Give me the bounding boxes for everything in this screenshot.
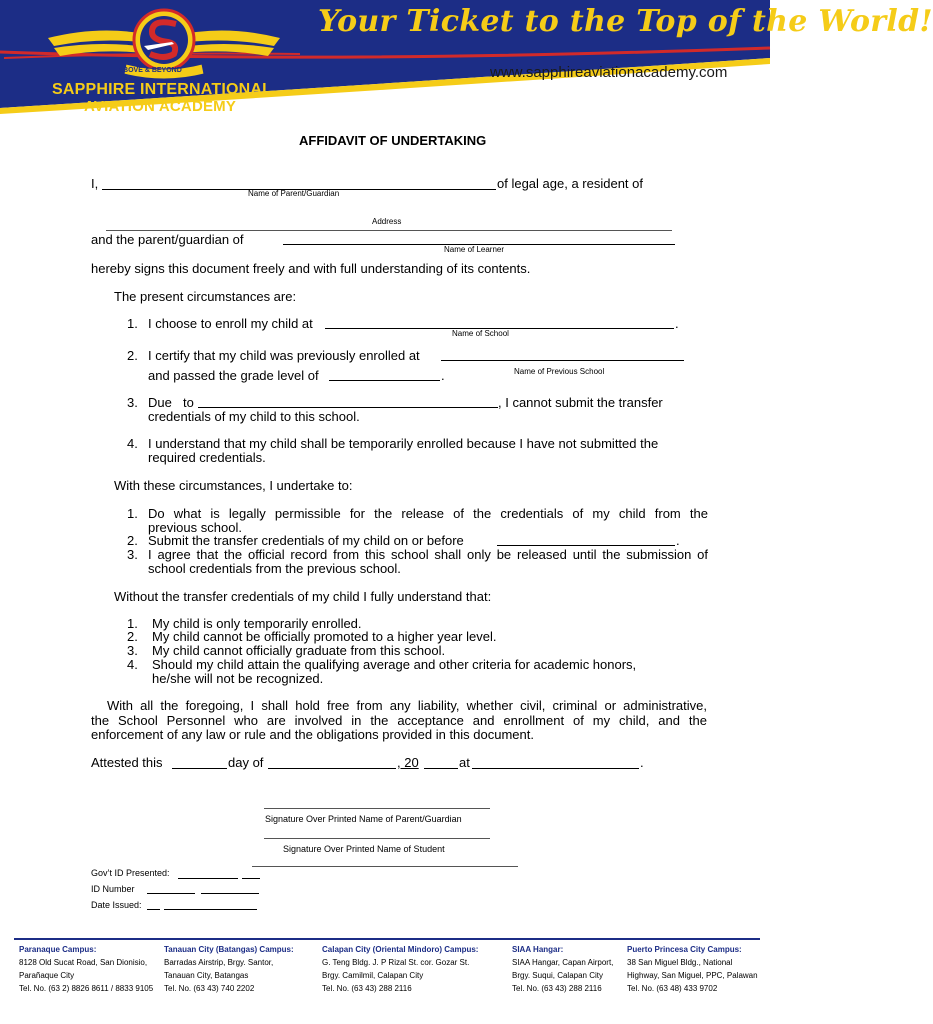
campus-address-line1: SIAA Hangar, Capan Airport, <box>512 958 614 967</box>
witness-signature-line[interactable] <box>252 866 518 867</box>
c1-text: I choose to enroll my child at <box>148 316 313 331</box>
footer-campus-tanauan <box>164 943 294 995</box>
c3-to: to <box>183 395 194 410</box>
u2-number: 2. <box>127 533 138 548</box>
footer-campus-calapan <box>322 943 478 995</box>
undertake-intro: With these circumstances, I undertake to: <box>114 478 353 493</box>
c2-number: 2. <box>127 348 138 363</box>
line1-prefix: I, <box>91 176 99 191</box>
c3-prefix: Due <box>148 395 172 410</box>
attested-month-field[interactable] <box>268 768 396 769</box>
u3-line1: I agree that the official record from this school shall only be released until the submission of <box>148 547 708 562</box>
foregoing-line1: With all the foregoing, I shall hold free from any liability, whether civil, criminal or administrative, <box>107 698 707 713</box>
grade-level-field[interactable] <box>329 380 440 381</box>
attested-end: . <box>640 755 644 770</box>
student-signature-caption: Signature Over Printed Name of Student <box>283 844 445 854</box>
previous-school-field[interactable] <box>441 360 684 361</box>
campus-name: Calapan City (Oriental Mindoro) Campus: <box>322 945 479 954</box>
gov-id-field-2[interactable] <box>242 878 260 879</box>
learner-name-caption: Name of Learner <box>444 245 505 254</box>
campus-tel: Tel. No. (63 43) 288 2116 <box>512 984 602 993</box>
school-caption: Name of School <box>452 329 509 338</box>
w3-text: My child cannot officially graduate from this school. <box>152 643 446 658</box>
previous-school-caption: Name of Previous School <box>514 367 605 376</box>
date-issued-label: Date Issued: <box>91 900 142 910</box>
campus-address-line2: Brgy. Suqui, Calapan City <box>512 971 604 980</box>
campus-name: Puerto Princesa City Campus: <box>627 945 742 954</box>
campus-name: Tanauan City (Batangas) Campus: <box>164 945 294 954</box>
line1-suffix: of legal age, a resident of <box>497 176 643 191</box>
attested-prefix: Attested this <box>91 755 163 770</box>
org-name-line1: SAPPHIRE INTERNATIONAL <box>52 81 273 98</box>
footer-divider <box>14 938 760 940</box>
w4-number: 4. <box>127 657 138 672</box>
parent-of-label: and the parent/guardian of <box>91 232 244 247</box>
w1-text: My child is only temporarily enrolled. <box>152 616 362 631</box>
c3-number: 3. <box>127 395 138 410</box>
c2-text: I certify that my child was previously enrolled at <box>148 348 420 363</box>
u1-line1: Do what is legally permissible for the release of the credentials of my child from the <box>148 506 708 521</box>
c2-end: . <box>441 368 445 383</box>
campus-address-line1: 38 San Miguel Bldg., National <box>627 958 733 967</box>
campus-tel: Tel. No. (63 43) 740 2202 <box>164 984 255 993</box>
campus-address-line1: 8128 Old Sucat Road, San Dionisio, <box>19 958 148 967</box>
w1-number: 1. <box>127 616 138 631</box>
c2-line2: and passed the grade level of <box>148 368 319 383</box>
signs-statement: hereby signs this document freely and with full understanding of its contents. <box>91 261 531 276</box>
w4-line1: Should my child attain the qualifying average and other criteria for academic honors, <box>152 657 637 672</box>
c3-suffix: , I cannot submit the transfer <box>498 395 663 410</box>
campus-tel: Tel. No. (63 43) 288 2116 <box>322 984 412 993</box>
attested-dayof: day of <box>228 755 264 770</box>
reason-field[interactable] <box>198 407 498 408</box>
campus-tel: Tel. No. (63 48) 433 9702 <box>627 984 718 993</box>
gov-id-label: Gov’t ID Presented: <box>91 868 170 878</box>
campus-address-line1: G. Teng Bldg. J. P Rizal St. cor. Gozar St. <box>322 958 470 967</box>
foregoing-line2: the School Personnel who are involved in the acceptance and enrollment of my child, and the <box>91 713 707 728</box>
c4-line2: required credentials. <box>148 450 266 465</box>
u3-number: 3. <box>127 547 138 562</box>
gov-id-field[interactable] <box>178 878 238 879</box>
document-title: AFFIDAVIT OF UNDERTAKING <box>299 133 487 148</box>
parent-signature-caption: Signature Over Printed Name of Parent/Guardian <box>265 814 462 824</box>
date-issued-field[interactable] <box>147 909 160 910</box>
logo-motto: ABOVE & BEYOND <box>118 67 182 74</box>
w3-number: 3. <box>127 643 138 658</box>
u2-text: Submit the transfer credentials of my child on or before <box>148 533 464 548</box>
u3-line2: school credentials from the previous school. <box>148 561 401 576</box>
campus-name: Paranaque Campus: <box>19 945 97 954</box>
u2-end: . <box>676 533 680 548</box>
c3-line2: credentials of my child to this school. <box>148 409 360 424</box>
slogan: Your Ticket to the Top of the World! <box>318 4 933 39</box>
campus-tel: Tel. No. (63 2) 8826 8611 / 8833 9105 <box>19 984 154 993</box>
campus-address-line2: Highway, San Miguel, PPC, Palawan <box>627 971 758 980</box>
footer-campus-puerto-princesa <box>627 943 758 995</box>
c4-number: 4. <box>127 436 138 451</box>
address-caption: Address <box>372 217 402 226</box>
campus-address-line2: Brgy. Camilmil, Calapan City <box>322 971 424 980</box>
date-issued-field-2[interactable] <box>164 909 257 910</box>
campus-address-line2: Tanauan City, Batangas <box>164 971 249 980</box>
w4-line2: he/she will not be recognized. <box>152 671 324 686</box>
deadline-field[interactable] <box>497 545 675 546</box>
w2-number: 2. <box>127 629 138 644</box>
org-name-line2: AVIATION ACADEMY <box>84 98 237 115</box>
parent-signature-line[interactable] <box>264 808 490 809</box>
footer-campus-paranaque <box>19 943 153 995</box>
understand-intro: Without the transfer credentials of my child I fully understand that: <box>114 589 492 604</box>
attested-place-field[interactable] <box>472 768 639 769</box>
c4-line1: I understand that my child shall be temporarily enrolled because I have not submitted the <box>148 436 659 451</box>
campus-address-line1: Barradas Airstrip, Brgy. Santor, <box>164 958 274 967</box>
attested-day-field[interactable] <box>172 768 227 769</box>
attested-year: , 20 <box>397 755 419 770</box>
website-url: www.sapphireaviationacademy.com <box>490 64 728 81</box>
campus-address-line2: Parañaque City <box>19 971 75 980</box>
footer-siaa-hangar <box>512 943 613 995</box>
id-number-label: ID Number <box>91 884 135 894</box>
id-number-field[interactable] <box>147 893 195 894</box>
u1-number: 1. <box>127 506 138 521</box>
student-signature-line[interactable] <box>264 838 490 839</box>
foregoing-line3: enforcement of any law or rule and the obligations provided in this document. <box>91 727 534 742</box>
campus-name: SIAA Hangar: <box>512 945 564 954</box>
c1-number: 1. <box>127 316 138 331</box>
u1-line2: previous school. <box>148 520 242 535</box>
c1-end: . <box>675 316 679 331</box>
id-number-field-2[interactable] <box>201 893 259 894</box>
w2-text: My child cannot be officially promoted to a higher year level. <box>152 629 497 644</box>
address-field[interactable] <box>106 230 672 231</box>
parent-name-caption: Name of Parent/Guardian <box>248 189 340 198</box>
attested-at: at <box>459 755 470 770</box>
circumstances-intro: The present circumstances are: <box>114 289 297 304</box>
attested-year-field[interactable] <box>424 768 458 769</box>
